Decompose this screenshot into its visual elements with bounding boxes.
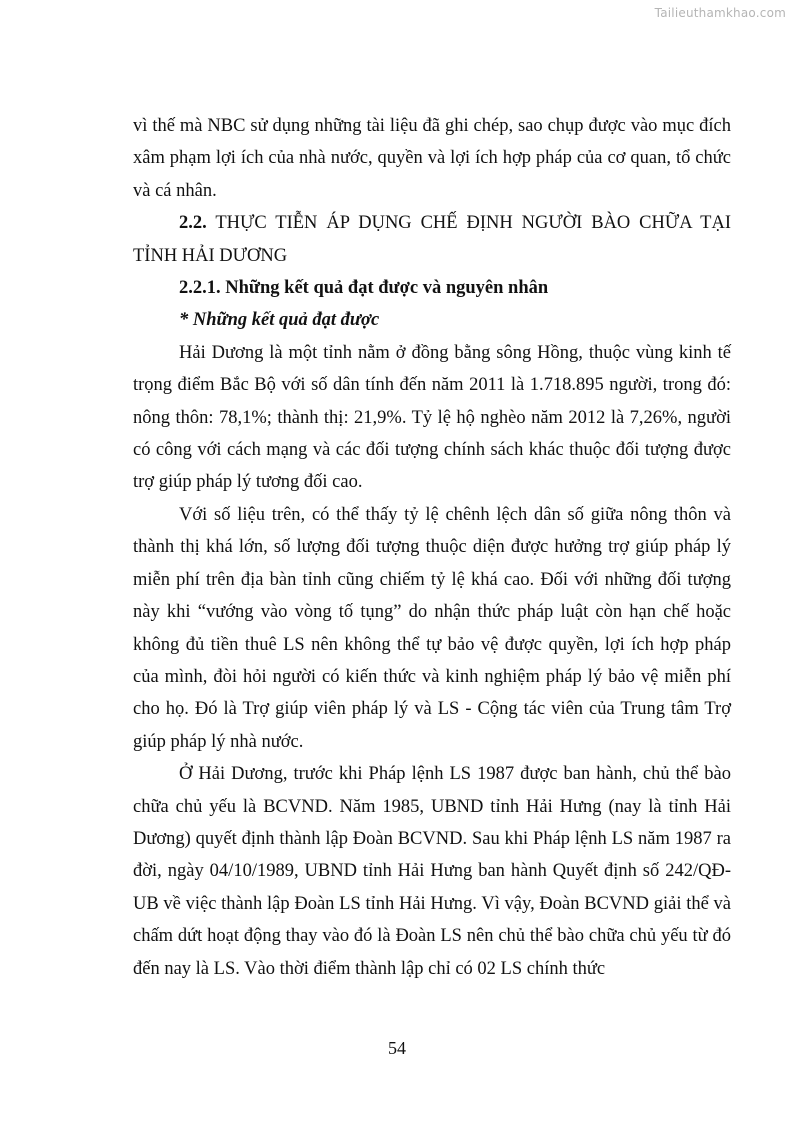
subsection-heading: 2.2.1. Những kết quả đạt được và nguyên nhân: [179, 278, 549, 299]
watermark: Tailieuthamkhao.com: [654, 6, 786, 20]
sub-heading: * Những kết quả đạt được: [179, 310, 380, 331]
page-number: 54: [388, 1038, 406, 1058]
paragraph: Ở Hải Dương, trước khi Pháp lệnh LS 1987 được ban hành, chủ thể bào chữa chủ yếu là BCVND. Năm 1985, UBND tỉnh Hải Hưng (nay là tỉnh Hải Dương) quyết định thành lập Đoàn BCVND. Sau khi Pháp lệnh LS năm 1987 ra đời, ngày 04/10/1989, UBND tỉnh Hải Hưng ban hành Quyết định số 242/QĐ-UB về việc thành lập Đoàn LS tỉnh Hải Hưng. Vì vậy, Đoàn BCVND giải thể và chấm dứt hoạt động thay vào đó là Đoàn LS nên chủ thể bào chữa chủ yếu từ đó đến nay là LS. Vào thời điểm thành lập chỉ có 02 LS chính thức: [133, 764, 731, 979]
section-title: THỰC TIỄN ÁP DỤNG CHẾ ĐỊNH NGƯỜI BÀO CHỮA TẠI TỈNH HẢI DƯƠNG: [133, 213, 731, 266]
paragraph: Với số liệu trên, có thể thấy tỷ lệ chênh lệch dân số giữa nông thôn và thành thị khá lớn, số lượng đối tượng thuộc diện được hưởng trợ giúp pháp lý miễn phí trên địa bàn tỉnh cũng chiếm tỷ lệ khá cao. Đối với những đối tượng này khi “vướng vào vòng tố tụng” do nhận thức pháp luật còn hạn chế hoặc không đủ tiền thuê LS nên không thể tự bảo vệ được quyền, lợi ích hợp pháp của mình, đòi hỏi người có kiến thức và kinh nghiệm pháp lý bảo vệ miễn phí cho họ. Đó là Trợ giúp viên pháp lý và LS - Cộng tác viên của Trung tâm Trợ giúp pháp lý nhà nước.: [133, 504, 731, 752]
section-heading: [133, 207, 731, 272]
paragraph-continuation: vì thế mà NBC sử dụng những tài liệu đã ghi chép, sao chụp được vào mục đích xâm phạm lợi ích của nhà nước, quyền và lợi ích hợp pháp của cơ quan, tổ chức và cá nhân.: [133, 116, 731, 201]
page-body: [133, 110, 731, 985]
paragraph: Hải Dương là một tỉnh nằm ở đồng bằng sông Hồng, thuộc vùng kinh tế trọng điểm Bắc Bộ với số dân tính đến năm 2011 là 1.718.895 người, trong đó: nông thôn: 78,1%; thành thị: 21,9%. Tỷ lệ hộ nghèo năm 2012 là 7,26%, người có công với cách mạng và các đối tượng chính sách khác thuộc đối tượng được trợ giúp pháp lý tương đối cao.: [133, 342, 731, 493]
section-number: 2.2.: [179, 213, 207, 234]
